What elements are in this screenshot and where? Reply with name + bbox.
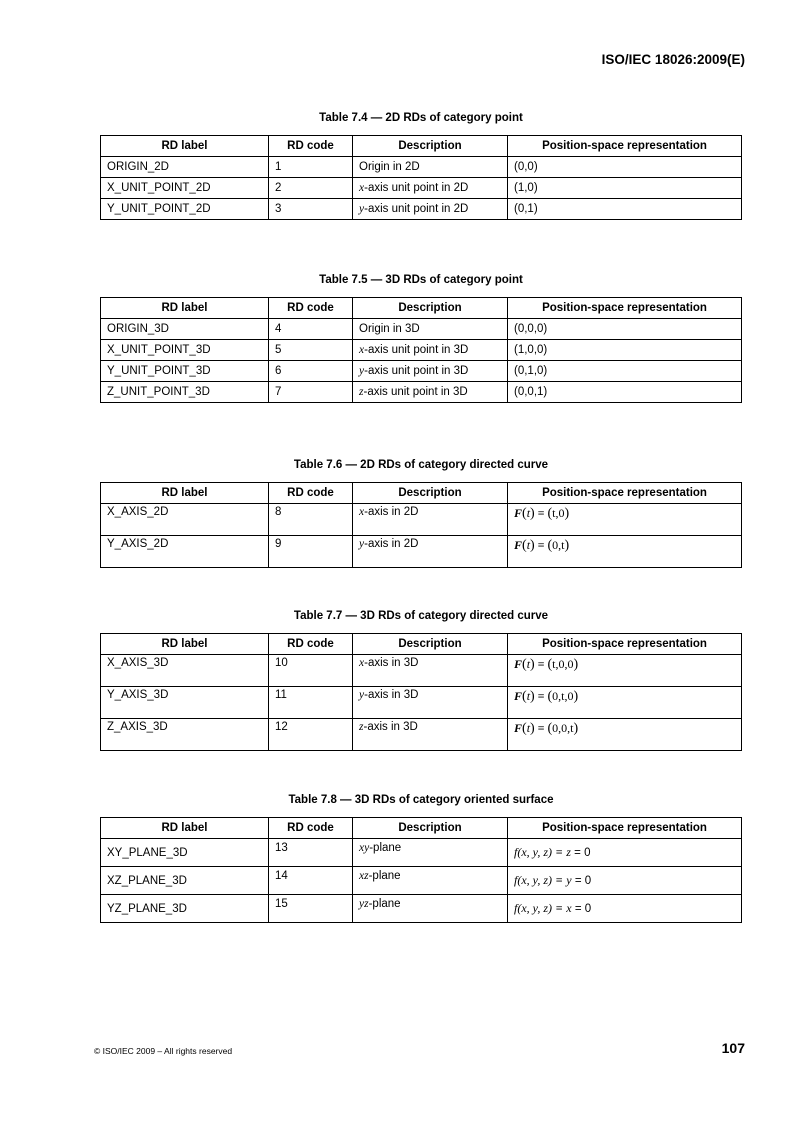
description: Origin in 3D xyxy=(353,319,508,340)
table-7-5 xyxy=(100,297,742,403)
description: z-axis in 3D xyxy=(353,719,508,751)
table-header-row xyxy=(101,298,742,319)
description: Origin in 2D xyxy=(353,157,508,178)
col-header-position: Position-space representation xyxy=(508,483,742,504)
table-row xyxy=(101,157,742,178)
rd-label: X_UNIT_POINT_2D xyxy=(101,178,269,199)
table-row xyxy=(101,867,742,895)
rd-label: XY_PLANE_3D xyxy=(101,839,269,867)
table-row xyxy=(101,687,742,719)
col-header-rd-code: RD code xyxy=(269,136,353,157)
description: x-axis unit point in 3D xyxy=(353,340,508,361)
description: x-axis in 3D xyxy=(353,655,508,687)
table-row xyxy=(101,340,742,361)
table-row xyxy=(101,178,742,199)
position-repr: (0,1) xyxy=(508,199,742,220)
position-repr: (0,1,0) xyxy=(508,361,742,382)
table-7-8 xyxy=(100,817,742,923)
col-header-rd-label: RD label xyxy=(101,634,269,655)
rd-code: 1 xyxy=(269,157,353,178)
rd-code: 8 xyxy=(269,504,353,536)
rd-code: 4 xyxy=(269,319,353,340)
col-header-rd-label: RD label xyxy=(101,136,269,157)
table-row xyxy=(101,382,742,403)
rd-label: Y_UNIT_POINT_3D xyxy=(101,361,269,382)
page-number: 107 xyxy=(721,1040,745,1056)
rd-label: X_AXIS_3D xyxy=(101,655,269,687)
table-7-4-caption: Table 7.4 — 2D RDs of category point xyxy=(319,112,523,124)
description: x-axis in 2D xyxy=(353,504,508,536)
col-header-description: Description xyxy=(353,298,508,319)
col-header-description: Description xyxy=(353,634,508,655)
rd-code: 14 xyxy=(269,867,353,895)
table-row xyxy=(101,319,742,340)
col-header-position: Position-space representation xyxy=(508,818,742,839)
table-row xyxy=(101,536,742,568)
description: y-axis in 3D xyxy=(353,687,508,719)
description: y-axis unit point in 3D xyxy=(353,361,508,382)
col-header-rd-label: RD label xyxy=(101,483,269,504)
table-row xyxy=(101,199,742,220)
table-7-6 xyxy=(100,482,742,568)
rd-label: X_UNIT_POINT_3D xyxy=(101,340,269,361)
description: xz-plane xyxy=(353,867,508,895)
rd-code: 6 xyxy=(269,361,353,382)
col-header-description: Description xyxy=(353,818,508,839)
rd-label: Z_AXIS_3D xyxy=(101,719,269,751)
rd-code: 10 xyxy=(269,655,353,687)
rd-label: ORIGIN_2D xyxy=(101,157,269,178)
description: yz-plane xyxy=(353,895,508,923)
table-header-row xyxy=(101,634,742,655)
table-header-row xyxy=(101,483,742,504)
position-formula: F(t) ≡ (0,t,0) xyxy=(508,687,742,719)
position-formula: F(t) ≡ (0,0,t) xyxy=(508,719,742,751)
rd-label: ORIGIN_3D xyxy=(101,319,269,340)
col-header-rd-label: RD label xyxy=(101,818,269,839)
rd-code: 3 xyxy=(269,199,353,220)
col-header-rd-code: RD code xyxy=(269,483,353,504)
table-row xyxy=(101,361,742,382)
table-row xyxy=(101,655,742,687)
table-7-7 xyxy=(100,633,742,751)
description: y-axis in 2D xyxy=(353,536,508,568)
description: x-axis unit point in 2D xyxy=(353,178,508,199)
table-7-4 xyxy=(100,135,742,220)
col-header-description: Description xyxy=(353,136,508,157)
table-header-row xyxy=(101,818,742,839)
position-repr: (1,0,0) xyxy=(508,340,742,361)
position-formula: F(t) ≡ (t,0) xyxy=(508,504,742,536)
position-formula: F(t) ≡ (0,t) xyxy=(508,536,742,568)
col-header-position: Position-space representation xyxy=(508,136,742,157)
col-header-rd-label: RD label xyxy=(101,298,269,319)
rd-label: Y_AXIS_3D xyxy=(101,687,269,719)
description: xy-plane xyxy=(353,839,508,867)
col-header-rd-code: RD code xyxy=(269,298,353,319)
rd-code: 11 xyxy=(269,687,353,719)
rd-code: 13 xyxy=(269,839,353,867)
col-header-rd-code: RD code xyxy=(269,634,353,655)
table-row xyxy=(101,504,742,536)
table-header-row xyxy=(101,136,742,157)
position-repr: (0,0) xyxy=(508,157,742,178)
col-header-rd-code: RD code xyxy=(269,818,353,839)
col-header-description: Description xyxy=(353,483,508,504)
position-repr: (1,0) xyxy=(508,178,742,199)
position-repr: (0,0,1) xyxy=(508,382,742,403)
rd-code: 9 xyxy=(269,536,353,568)
rd-code: 7 xyxy=(269,382,353,403)
rd-code: 15 xyxy=(269,895,353,923)
rd-code: 5 xyxy=(269,340,353,361)
position-formula: f(x, y, z) ≡ x = 0 xyxy=(508,895,742,923)
table-row xyxy=(101,839,742,867)
rd-code: 12 xyxy=(269,719,353,751)
rd-code: 2 xyxy=(269,178,353,199)
table-row xyxy=(101,719,742,751)
rd-label: XZ_PLANE_3D xyxy=(101,867,269,895)
table-7-6-caption: Table 7.6 — 2D RDs of category directed curve xyxy=(293,459,549,471)
table-row xyxy=(101,895,742,923)
rd-label: Y_AXIS_2D xyxy=(101,536,269,568)
col-header-position: Position-space representation xyxy=(508,298,742,319)
position-repr: (0,0,0) xyxy=(508,319,742,340)
col-header-position: Position-space representation xyxy=(508,634,742,655)
document-id: ISO/IEC 18026:2009(E) xyxy=(601,52,745,67)
position-formula: f(x, y, z) ≡ y = 0 xyxy=(508,867,742,895)
table-7-7-caption: Table 7.7 — 3D RDs of category directed curve xyxy=(293,610,549,622)
rd-label: YZ_PLANE_3D xyxy=(101,895,269,923)
table-7-8-caption: Table 7.8 — 3D RDs of category oriented surface xyxy=(288,794,554,806)
copyright-notice: © ISO/IEC 2009 – All rights reserved xyxy=(94,1046,233,1056)
description: y-axis unit point in 2D xyxy=(353,199,508,220)
rd-label: Z_UNIT_POINT_3D xyxy=(101,382,269,403)
position-formula: f(x, y, z) ≡ z = 0 xyxy=(508,839,742,867)
description: z-axis unit point in 3D xyxy=(353,382,508,403)
rd-label: X_AXIS_2D xyxy=(101,504,269,536)
table-7-5-caption: Table 7.5 — 3D RDs of category point xyxy=(319,274,523,286)
position-formula: F(t) ≡ (t,0,0) xyxy=(508,655,742,687)
rd-label: Y_UNIT_POINT_2D xyxy=(101,199,269,220)
